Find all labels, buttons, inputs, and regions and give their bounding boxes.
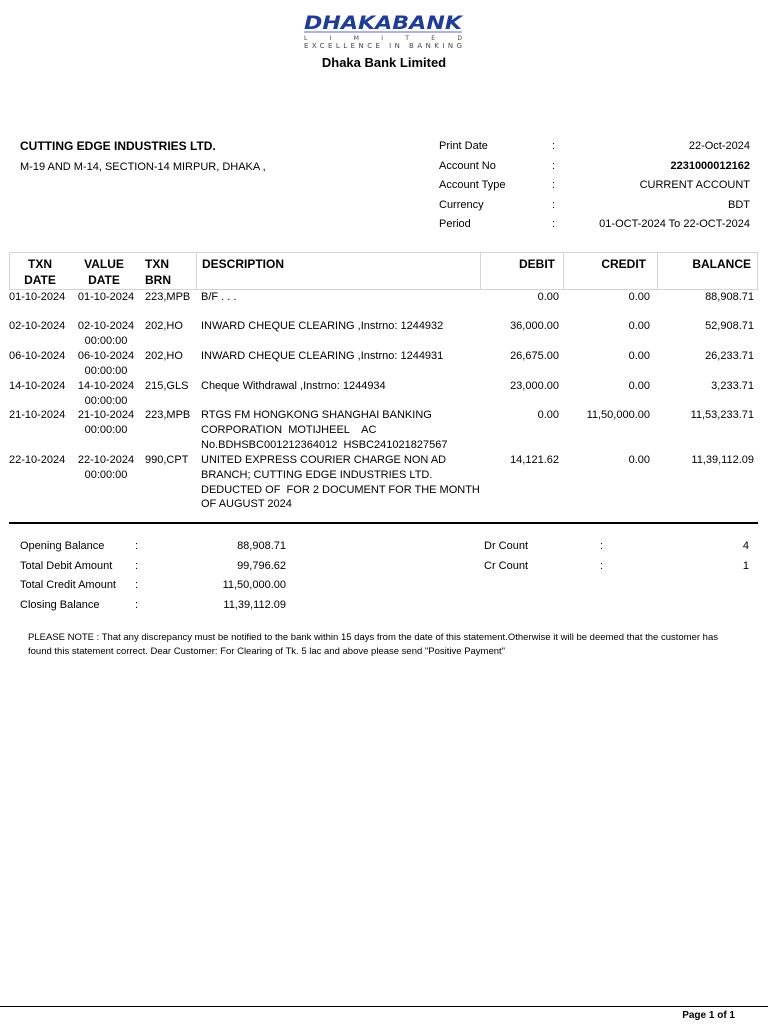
cell-txn-brn: 202,HO (145, 350, 183, 362)
footer-rule (0, 1006, 768, 1007)
info-period (439, 218, 750, 238)
info-label: Account Type (439, 179, 506, 192)
summary-colon: : (135, 579, 139, 591)
cell-credit: 11,50,000.00 (586, 409, 650, 421)
cell-balance: 88,908.71 (705, 291, 754, 303)
info-value: 22-Oct-2024 (688, 140, 750, 152)
summary-value: 88,908.71 (237, 540, 286, 552)
summary-row (484, 560, 749, 580)
header-description: DESCRIPTION (202, 257, 285, 271)
cell-debit: 14,121.62 (510, 454, 559, 466)
header-line: VALUE (84, 257, 124, 271)
cell-debit: 0.00 (537, 409, 559, 421)
cell-value-date: 06-10-2024 00:00:00 (77, 350, 135, 377)
cell-balance: 11,39,112.09 (691, 454, 754, 466)
cell-description: RTGS FM HONGKONG SHANGHAI BANKING CORPORATION MOTIJHEEL AC No.BDHSBC001212364012 HSBC241021827567 (201, 409, 448, 451)
header-line: BRN (145, 273, 171, 287)
header-divider (563, 253, 564, 289)
summary-value: 11,50,000.00 (222, 579, 286, 591)
info-colon: : (552, 218, 556, 231)
cell-txn-brn: 223,MPB (145, 409, 191, 421)
header-divider (196, 253, 197, 289)
transactions-table-header (9, 252, 758, 290)
cell-value-date: 22-10-2024 00:00:00 (77, 454, 135, 481)
cell-debit: 23,000.00 (510, 380, 559, 392)
summary-value: 4 (742, 540, 749, 552)
cell-txn-date: 01-10-2024 (9, 291, 66, 303)
cell-txn-brn: 202,HO (145, 320, 183, 332)
cell-balance: 26,233.71 (705, 350, 754, 362)
info-label: Print Date (439, 140, 488, 152)
info-label: Account No (439, 159, 496, 172)
summary-label: Opening Balance (20, 540, 105, 552)
customer-name: CUTTING EDGE INDUSTRIES LTD. (20, 139, 216, 153)
cell-txn-date: 02-10-2024 (9, 320, 66, 332)
table-bottom-rule (9, 522, 758, 524)
summary-totals (20, 540, 286, 618)
customer-address: M-19 AND M-14, SECTION-14 MIRPUR, DHAKA , (20, 161, 266, 173)
summary-label: Cr Count (484, 559, 529, 572)
cell-txn-date: 14-10-2024 (9, 380, 66, 392)
cell-txn-brn: 215,GLS (145, 380, 189, 392)
summary-label: Closing Balance (20, 598, 100, 611)
cell-credit: 0.00 (628, 380, 650, 392)
summary-colon: : (600, 559, 604, 572)
header-txn-brn (145, 256, 195, 288)
logo-tagline: EXCELLENCE IN BANKING (304, 42, 462, 50)
info-value: 01-OCT-2024 To 22-OCT-2024 (599, 218, 750, 231)
cell-credit: 0.00 (628, 350, 650, 362)
summary-label: Dr Count (484, 540, 529, 552)
cell-debit: 26,675.00 (510, 350, 559, 362)
logo-text: DHAKABANK (304, 13, 464, 34)
info-label: Currency (439, 198, 484, 211)
header-balance: BALANCE (692, 257, 751, 271)
header-divider (657, 253, 658, 289)
header-txn-date (10, 256, 70, 288)
info-colon: : (552, 179, 556, 192)
cell-value-date: 14-10-2024 00:00:00 (77, 380, 135, 407)
cell-txn-date: 22-10-2024 (9, 454, 66, 466)
summary-colon: : (135, 559, 139, 572)
cell-balance: 11,53,233.71 (690, 409, 754, 421)
cell-value-date: 01-10-2024 (77, 291, 135, 303)
info-print-date (439, 140, 750, 160)
header-value-date (72, 256, 136, 288)
header-credit: CREDIT (601, 257, 646, 271)
cell-txn-date: 21-10-2024 (9, 409, 66, 421)
info-value: 2231000012162 (670, 159, 750, 172)
summary-colon: : (135, 598, 139, 611)
summary-value: 1 (742, 559, 749, 572)
cell-value-date: 02-10-2024 00:00:00 (77, 320, 135, 347)
cell-debit: 0.00 (537, 291, 559, 303)
cell-txn-date: 06-10-2024 (9, 350, 66, 362)
cell-debit: 36,000.00 (510, 320, 559, 332)
info-colon: : (552, 140, 556, 152)
dhaka-bank-logo (304, 13, 464, 51)
cell-description: B/F . . . (201, 291, 237, 303)
info-currency (439, 199, 750, 219)
summary-row (20, 579, 286, 599)
cell-txn-brn: 990,CPT (145, 454, 189, 466)
cell-description: INWARD CHEQUE CLEARING ,Instrno: 1244931 (201, 350, 444, 362)
cell-txn-brn: 223,MPB (145, 291, 191, 303)
cell-credit: 0.00 (628, 454, 650, 466)
info-account-type (439, 179, 750, 199)
summary-label: Total Credit Amount (20, 579, 116, 591)
summary-value: 99,796.62 (237, 559, 286, 572)
header-line: TXN (28, 257, 52, 271)
cell-description: Cheque Withdrawal ,Instrno: 1244934 (201, 380, 386, 392)
bank-name-title: Dhaka Bank Limited (321, 55, 447, 70)
info-value: BDT (728, 198, 750, 211)
cell-credit: 0.00 (628, 320, 650, 332)
header-line: TXN (145, 257, 169, 271)
header-line: DATE (24, 273, 56, 287)
summary-colon: : (135, 540, 139, 552)
header-debit: DEBIT (519, 257, 555, 271)
discrepancy-note: PLEASE NOTE : That any discrepancy must be notified to the bank within 15 days from the date of this statement.Otherwise it will be deemed that the customer has found this statement correct. Dear Customer: For Clearing of Tk. 5 lac and above please send "Positive Payment" (28, 632, 718, 657)
cell-credit: 0.00 (628, 291, 650, 303)
cell-balance: 3,233.71 (711, 380, 754, 392)
summary-row (20, 599, 286, 619)
info-value: CURRENT ACCOUNT (639, 179, 750, 192)
summary-row (20, 560, 286, 580)
cell-balance: 52,908.71 (705, 320, 754, 332)
summary-counts (484, 540, 749, 579)
summary-value: 11,39,112.09 (223, 598, 286, 611)
info-account-no (439, 160, 750, 180)
cell-description: INWARD CHEQUE CLEARING ,Instrno: 1244932 (201, 320, 444, 332)
cell-description: UNITED EXPRESS COURIER CHARGE NON AD BRANCH; CUTTING EDGE INDUSTRIES LTD. DEDUCTED OF FOR 2 DOCUMENT FOR THE MONTH OF AUGUST 2024 (201, 454, 480, 511)
account-info (439, 140, 750, 238)
cell-value-date: 21-10-2024 00:00:00 (77, 409, 135, 436)
page-number: Page 1 of 1 (682, 1010, 735, 1021)
info-label: Period (439, 218, 471, 231)
logo-subtext: L I M I T E D (304, 35, 462, 42)
header-line: DATE (88, 273, 120, 287)
summary-row (20, 540, 286, 560)
summary-label: Total Debit Amount (20, 559, 113, 572)
summary-row (484, 540, 749, 560)
summary-colon: : (600, 540, 604, 552)
info-colon: : (552, 198, 556, 211)
info-colon: : (552, 159, 556, 172)
